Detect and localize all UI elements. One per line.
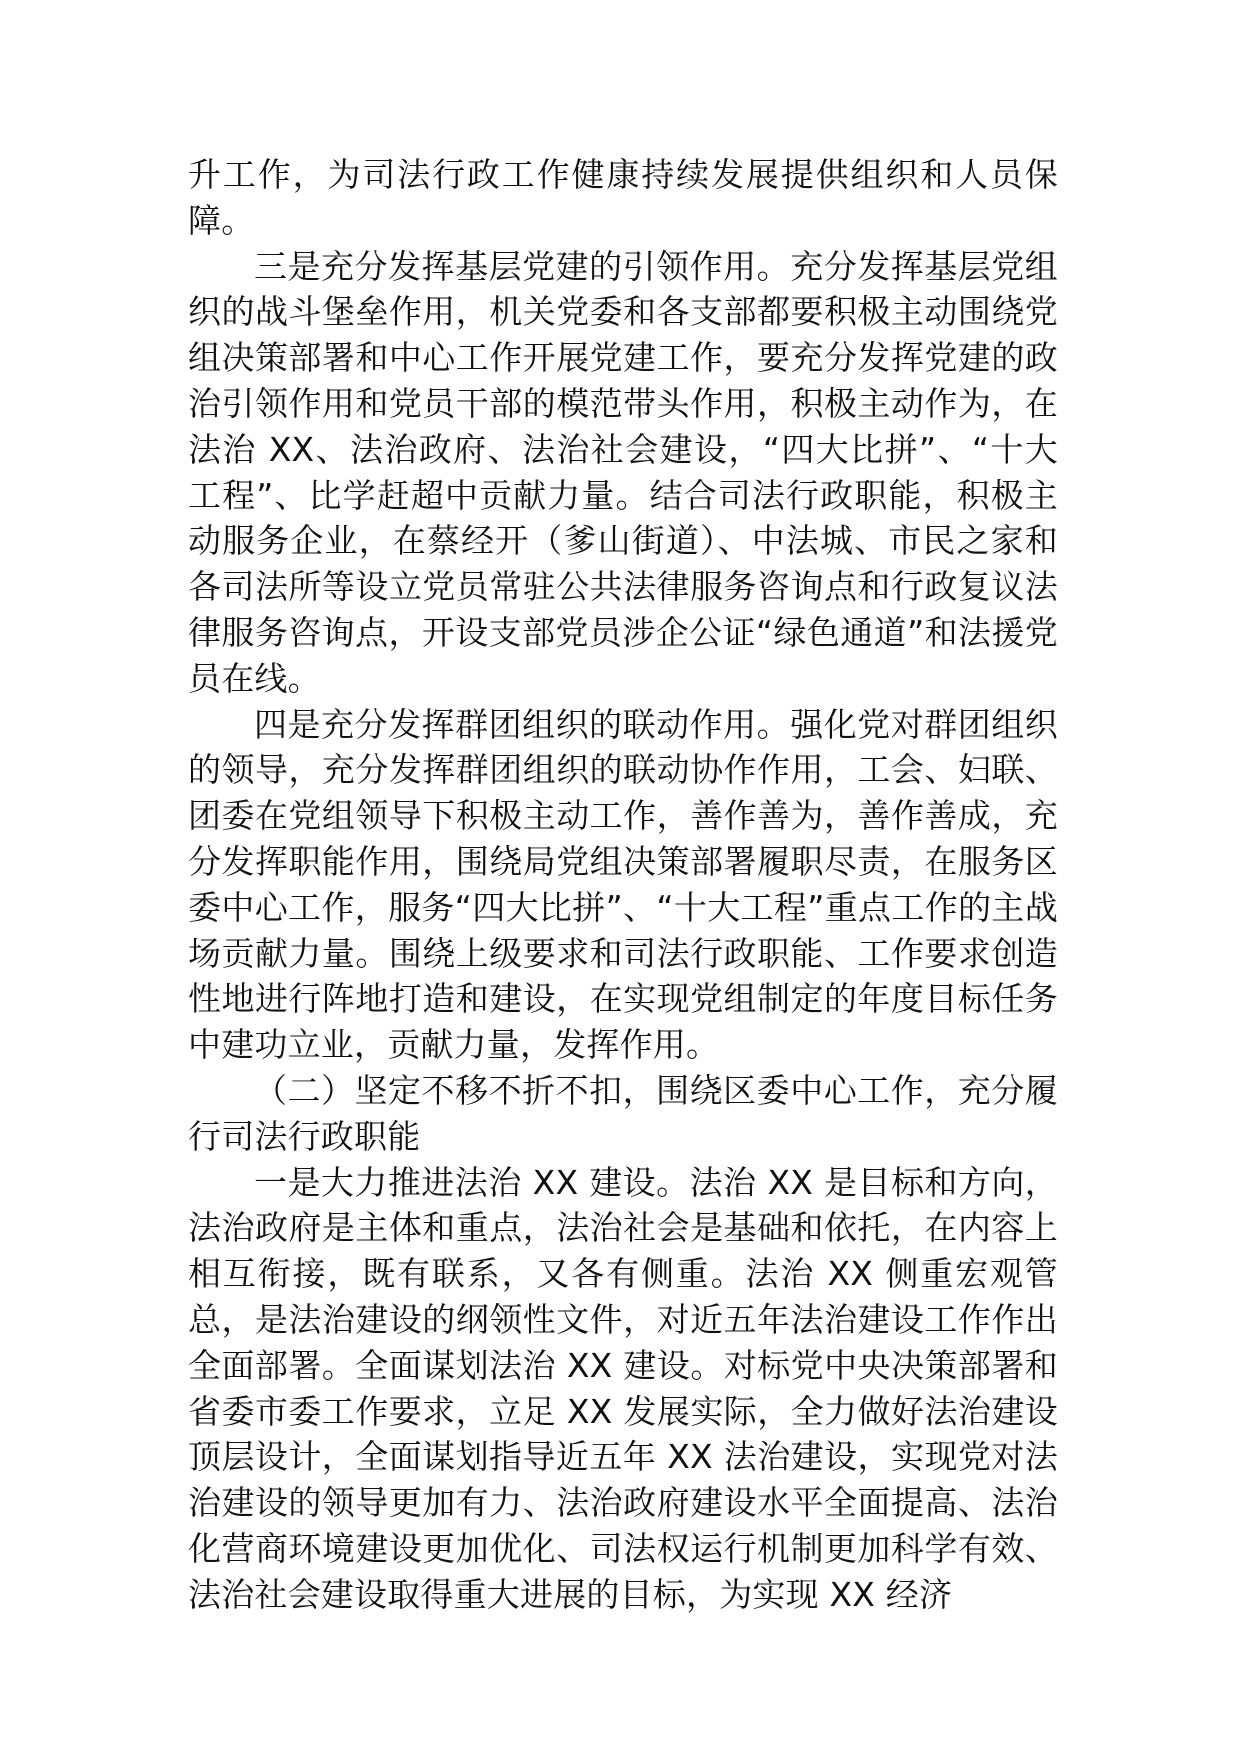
paragraph-continuation: 升工作，为司法行政工作健康持续发展提供组织和人员保障。 bbox=[188, 155, 1058, 240]
paragraph-mass-organizations: 四是充分发挥群团组织的联动作用。强化党对群团组织的领导，充分发挥群团组织的联动协作作用，工会、妇联、团委在党组领导下积极主动工作，善作善为，善作善成，充分发挥职能作用，围绕局党组决策部署履职尽责，在服务区委中心工作，服务“四大比拼”、“十大工程”重点工作的主战场贡献力量。围绕上级要求和司法行政职能、工作要求创造性地进行阵地打造和建设，在实现党组制定的年度目标任务中建功立业，贡献力量，发挥作用。 bbox=[188, 704, 1058, 1065]
paragraph-party-building: 三是充分发挥基层党建的引领作用。充分发挥基层党组织的战斗堡垒作用，机关党委和各支部都要积极主动围绕党组决策部署和中心工作开展党建工作，要充分发挥党建的政治引领作用和党员干部的模范带头作用，积极主动作为，在法治 XX、法治政府、法治社会建设，“四大比拼”、“十大工程”、比学赶超中贡献力量。结合司法行政职能，积极主动服务企业，在蔡经开（爹山街道）、中法城、市民之家和各司法所等设立党员常驻公共法律服务咨询点和行政复议法律服务咨询点，开设支部党员涉企公证“绿色通道”和法援党员在线。 bbox=[188, 246, 1058, 698]
section-heading-two: （二）坚定不移不折不扣，围绕区委中心工作，充分履行司法行政职能 bbox=[188, 1070, 1058, 1156]
paragraph-rule-of-law: 一是大力推进法治 XX 建设。法治 XX 是目标和方向，法治政府是主体和重点，法治社会是基础和依托，在内容上相互衔接，既有联系，又各有侧重。法治 XX 侧重宏观管总，是法治建设的纲领性文件，对近五年法治建设工作作出全面部署。全面谋划法治 XX 建设。对标党中央决策部署和省委市委工作要求，立足 XX 发展实际，全力做好法治建设顶层设计，全面谋划指导近五年 XX 法治建设，实现党对法治建设的领导更加有力、法治政府建设水平全面提高、法治化营商环境建设更加优化、司法权运行机制更加科学有效、法治社会建设取得重大进展的目标，为实现 XX 经济 bbox=[188, 1162, 1058, 1614]
document-body bbox=[188, 152, 1058, 1618]
